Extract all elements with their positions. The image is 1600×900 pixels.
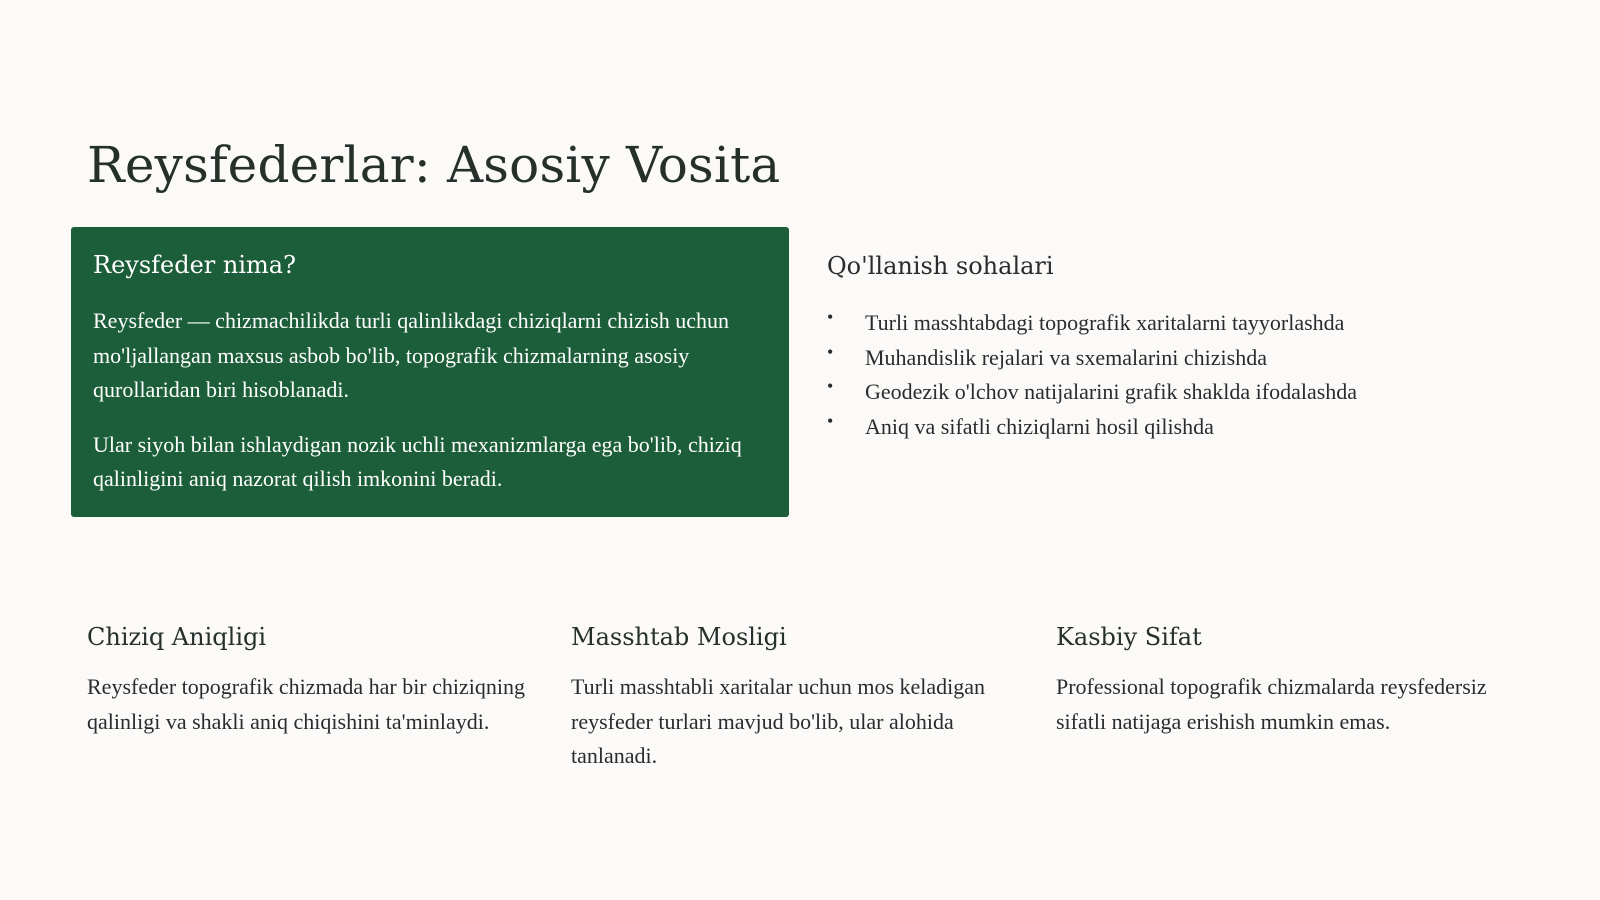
slide-title: Reysfederlar: Asosiy Vosita — [87, 136, 781, 194]
definition-paragraph-2: Ular siyoh bilan ishlaydigan nozik uchli mexanizmlarga ega bo'lib, chiziq qalinligini aniq nazorat qilish imkonini beradi. — [93, 431, 742, 491]
list-item-text: Geodezik o'lchov natijalarini grafik shaklda ifodalashda — [865, 379, 1358, 404]
applications-section — [827, 249, 1547, 444]
feature-professional-quality — [1056, 620, 1516, 739]
list-item — [827, 341, 1547, 376]
feature-title: Chiziq Aniqligi — [87, 623, 267, 651]
list-item-text: Muhandislik rejalari va sxemalarini chizishda — [865, 344, 1267, 370]
feature-title: Kasbiy Sifat — [1056, 623, 1202, 651]
bullet-icon: • — [827, 307, 834, 327]
bullet-icon: • — [827, 410, 834, 431]
definition-paragraph-1: Reysfeder — chizmachilikda turli qalinlikdagi chiziqlarni chizish uchun mo'ljallangan maxsus asbob bo'lib, topografik chizmalarning asosiy qurollaridan biri hisoblanadi. — [93, 308, 729, 402]
list-item — [827, 306, 1547, 341]
feature-text: Professional topografik chizmalarda reysfedersiz sifatli natijaga erishish mumkin emas. — [1056, 674, 1487, 734]
definition-heading: Reysfeder nima? — [93, 251, 296, 279]
feature-line-precision — [87, 620, 527, 739]
feature-title: Masshtab Mosligi — [571, 623, 787, 651]
list-item-text: Turli masshtabdagi topografik xaritalarni tayyorlashda — [865, 310, 1345, 335]
list-item-text: Aniq va sifatli chiziqlarni hosil qilishda — [865, 413, 1214, 439]
definition-box — [71, 227, 789, 517]
applications-list — [827, 306, 1547, 444]
bullet-icon: • — [827, 341, 834, 362]
applications-heading: Qo'llanish sohalari — [827, 252, 1054, 280]
feature-scale-compatibility — [571, 620, 1031, 774]
feature-text: Reysfeder topografik chizmada har bir chiziqning qalinligi va shakli aniq chiqishini ta'minlaydi. — [87, 674, 526, 734]
bullet-icon: • — [827, 376, 834, 396]
list-item — [827, 410, 1547, 445]
list-item — [827, 375, 1547, 410]
feature-text: Turli masshtabli xaritalar uchun mos keladigan reysfeder turlari mavjud bo'lib, ular alohida tanlanadi. — [571, 674, 986, 768]
